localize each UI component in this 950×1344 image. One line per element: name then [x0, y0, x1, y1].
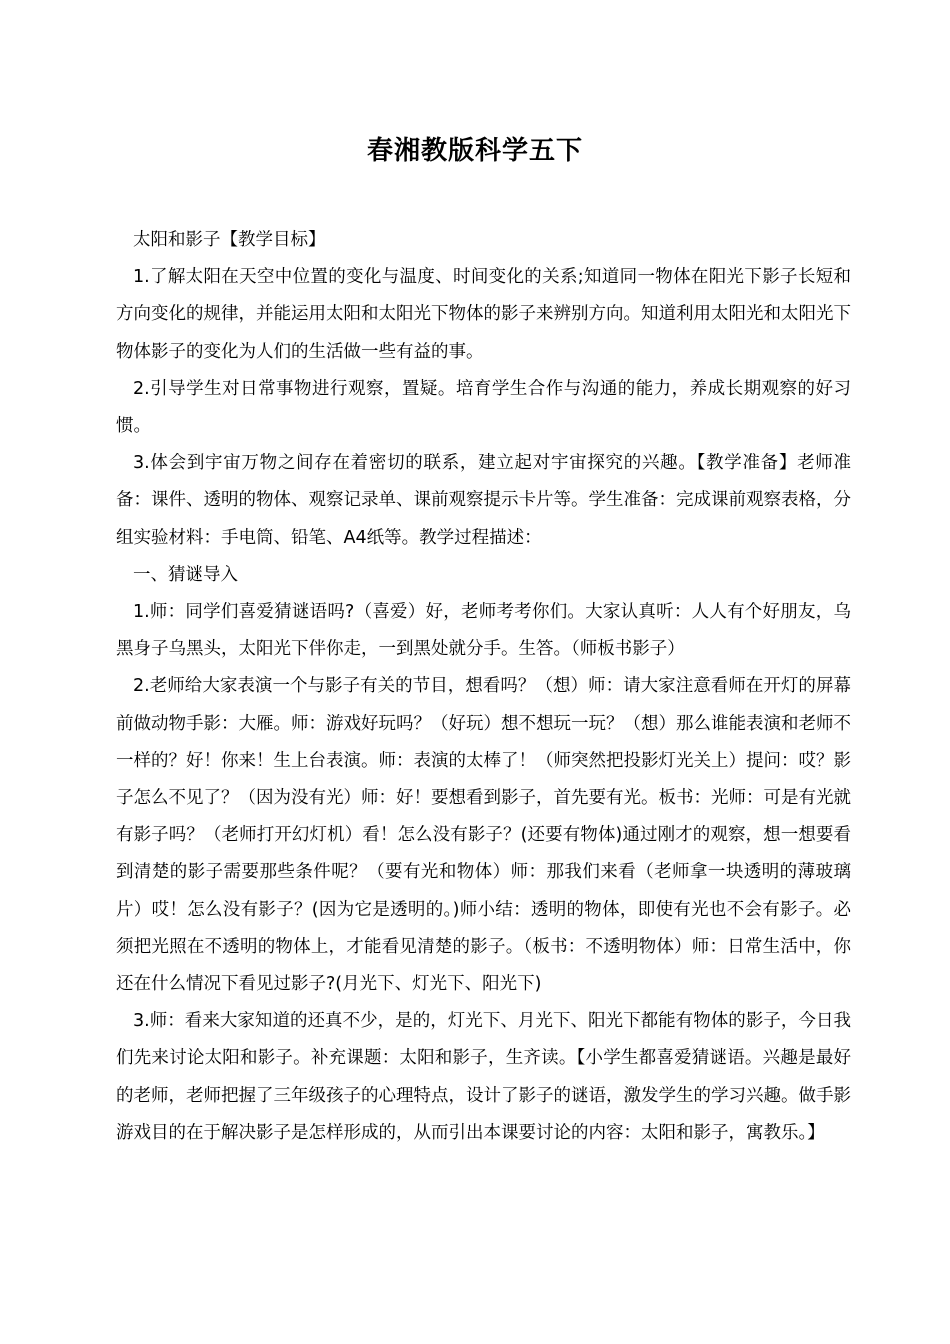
paragraph-step-3: 3.师：看来大家知道的还真不少，是的，灯光下、月光下、阳光下都能有物体的影子，今日我们先来讨论太阳和影子。补充课题：太阳和影子，生齐读。【小学生都喜爱猜谜语。兴趣是最好的老师，老师把握了三年级孩子的心理特点，设计了影子的谜语，激发学生的学习兴趣。做手影游戏目的在于解决影子是怎样形成的，从而引出本课要讨论的内容：太阳和影子，寓教乐。】: [116, 1011, 851, 1143]
paragraph-goal-2: 2.引导学生对日常事物进行观察，置疑。培育学生合作与沟通的能力，养成长期观察的好习惯。: [116, 378, 851, 437]
paragraph-step-2: 2.老师给大家表演一个与影子有关的节目，想看吗？（想）师：请大家注意看师在开灯的屏幕前做动物手影：大雁。师：游戏好玩吗？（好玩）想不想玩一玩？（想）那么谁能表演和老师不一样的？好！你来！生上台表演。师：表演的太棒了！（师突然把投影灯光关上）提问：哎？影子怎么不见了？（因为没有光）师：好！要想看到影子，首先要有光。板书：光师：可是有光就有影子吗？（老师打开幻灯机）看！怎么没有影子？(还要有物体)通过刚才的观察，想一想要看到清楚的影子需要那些条件呢？（要有光和物体）师：那我们来看（老师拿一块透明的薄玻璃片）哎！怎么没有影子？(因为它是透明的。)师小结：透明的物体，即使有光也不会有影子。必须把光照在不透明的物体上，才能看见清楚的影子。（板书：不透明物体）师：日常生活中，你还在什么情况下看见过影子?(月光下、灯光下、阳光下): [116, 676, 851, 995]
paragraph-goal-1: 1.了解太阳在天空中位置的变化与温度、时间变化的关系;知道同一物体在阳光下影子长短和方向变化的规律，并能运用太阳和太阳光下物体的影子来辨别方向。知道利用太阳光和太阳光下物体影子的变化为人们的生活做一些有益的事。: [116, 267, 851, 362]
document-body: [116, 222, 851, 1152]
paragraph-section-1: 一、猜谜导入: [133, 564, 238, 585]
paragraph-heading: 太阳和影子【教学目标】: [133, 230, 326, 250]
document-title: 春湘教版科学五下: [366, 136, 583, 166]
paragraph-step-1: 1.师：同学们喜爱猜谜语吗?（喜爱）好，老师考考你们。大家认真听：人人有个好朋友，乌黑身子乌黑头，太阳光下伴你走，一到黑处就分手。生答。（师板书影子）: [116, 602, 851, 660]
paragraph-goal-3: 3.体会到宇宙万物之间存在着密切的联系，建立起对宇宙探究的兴趣。【教学准备】老师准备：课件、透明的物体、观察记录单、课前观察提示卡片等。学生准备：完成课前观察表格，分组实验材料：手电筒、铅笔、A4纸等。教学过程描述：: [116, 453, 851, 548]
